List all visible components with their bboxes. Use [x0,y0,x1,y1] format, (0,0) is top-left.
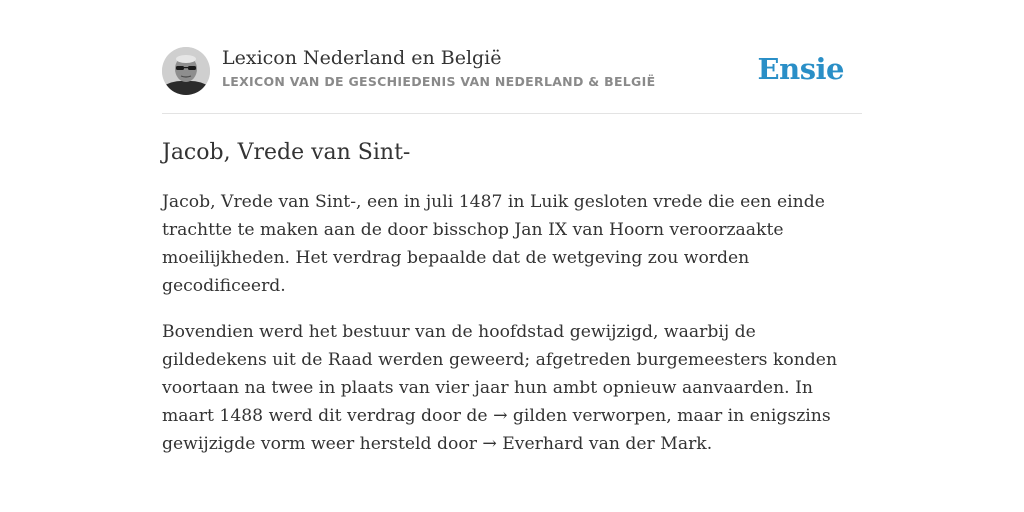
link-gilden[interactable]: → gilden [493,406,568,426]
article-paragraph-2 [162,318,862,458]
paragraph-2-text-1: Bovendien werd het bestuur van de hoofdstad gewijzigd, waarbij de gildedekens uit de Raad werden geweerd; afgetreden burgemeesters konden voortaan na twee in plaats van vier jaar hun ambt opnieuw aanvaarden. In maart 1488 werd dit verdrag door de [162,322,838,426]
article-paragraph-1: Jacob, Vrede van Sint-, een in juli 1487 in Luik gesloten vrede die een einde trachtte te maken aan de door bisschop Jan IX van Hoorn veroorzaakte moeilijkheden. Het verdrag bepaalde dat de wetgeving zou worden gecodificeerd. [162,192,825,296]
article-title: Jacob, Vrede van Sint- [162,140,411,165]
site-title[interactable]: Lexicon Nederland en België [222,47,502,69]
page-container [162,46,862,458]
header [162,46,862,114]
brand-logo-link[interactable]: Ensie [757,52,844,86]
link-everhard-van-der-mark[interactable]: → Everhard van der Mark [482,434,707,454]
paragraph-2-text-3: . [706,434,713,454]
author-portrait-icon[interactable] [162,47,210,95]
paragraph-2-text-2: verworpen, maar in enigszins gewijzigde vorm weer hersteld door [162,406,831,454]
site-subtitle[interactable]: LEXICON VAN DE GESCHIEDENIS VAN NEDERLAND & BELGIË [222,74,656,89]
